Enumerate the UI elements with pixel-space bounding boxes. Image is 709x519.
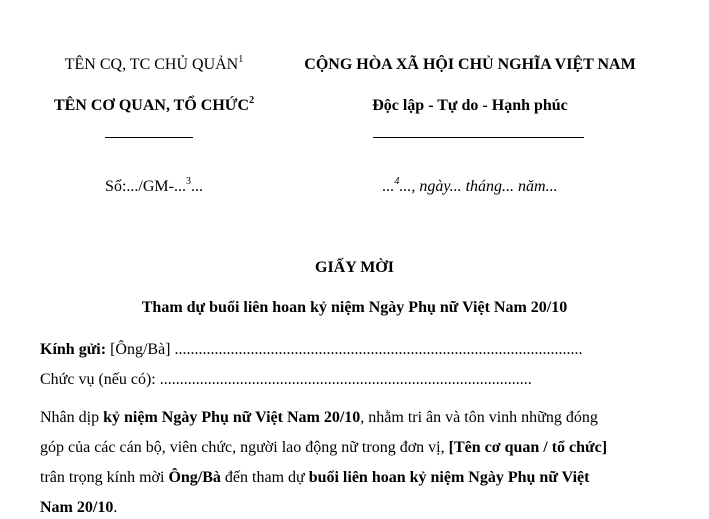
country-name: CỘNG HÒA XÃ HỘI CHỦ NGHĨA VIỆT NAM — [304, 56, 636, 73]
national-motto: Độc lập - Tự do - Hạnh phúc — [372, 97, 568, 114]
recipient-line — [40, 340, 583, 360]
document-number: Số:.../GM-... — [105, 178, 186, 195]
paragraph-emphasis: kỷ niệm Ngày Phụ nữ Việt Nam 20/10 — [103, 409, 361, 426]
paragraph-text: đến tham dự — [220, 469, 309, 486]
paragraph-line-3 — [40, 468, 589, 488]
org-name: TÊN CƠ QUAN, TỔ CHỨC — [53, 97, 250, 114]
paragraph-emphasis: Ông/Bà — [168, 469, 221, 486]
org-name-line — [40, 96, 268, 116]
parent-org-line — [40, 55, 268, 75]
paragraph-text: , nhằm tri ân và tôn vinh những đóng — [360, 409, 598, 426]
paragraph-line-4 — [40, 498, 117, 518]
place-prefix: ... — [382, 178, 395, 195]
footnote-4: 4 — [394, 175, 400, 187]
place-date-line — [272, 177, 668, 197]
paragraph-text: trân trọng kính mời — [40, 469, 169, 486]
organization-placeholder: [Tên cơ quan / tổ chức] — [448, 439, 608, 456]
document-number-line — [40, 177, 268, 197]
document-title: GIẤY MỜI — [315, 259, 394, 276]
footnote-2: 2 — [249, 94, 255, 106]
paragraph-line-2 — [40, 438, 607, 458]
paragraph-text: góp của các cán bộ, viên chức, người lao động nữ trong đơn vị, — [40, 439, 449, 456]
issue-date: ..., ngày... tháng... năm... — [399, 178, 558, 195]
footnote-3: 3 — [185, 175, 191, 187]
paragraph-emphasis: buổi liên hoan kỷ niệm Ngày Phụ nữ Việt — [308, 469, 590, 486]
document-subtitle: Tham dự buổi liên hoan kỷ niệm Ngày Phụ nữ Việt Nam 20/10 — [141, 299, 568, 316]
paragraph-line-1 — [40, 408, 598, 428]
document-number-suffix: ... — [190, 178, 203, 195]
footnote-1: 1 — [238, 53, 244, 65]
left-header-rule — [105, 137, 193, 138]
paragraph-text: . — [113, 499, 118, 516]
position-line: Chức vụ (nếu có): ............................................................................................. — [40, 371, 532, 388]
recipient-label: Kính gửi: — [40, 341, 107, 358]
paragraph-text: Nhân dịp — [40, 409, 104, 426]
parent-org-name: TÊN CQ, TC CHỦ QUẢN — [64, 56, 239, 73]
right-header-rule — [373, 137, 584, 138]
paragraph-emphasis: Nam 20/10 — [40, 499, 114, 516]
recipient-value: [Ông/Bà] ...................................................................................................... — [106, 341, 583, 358]
